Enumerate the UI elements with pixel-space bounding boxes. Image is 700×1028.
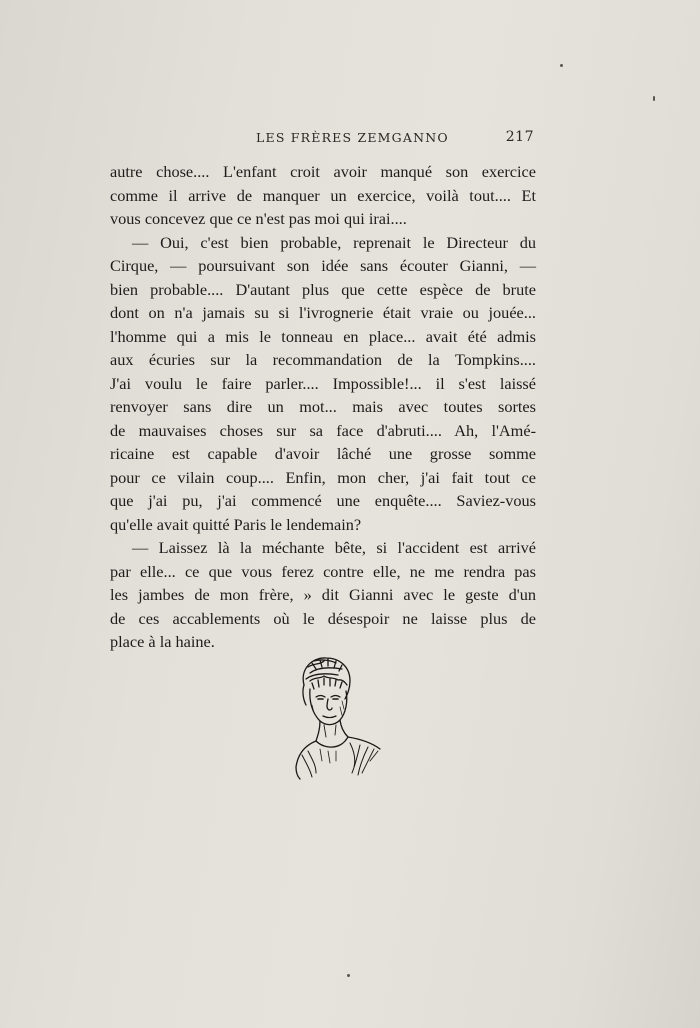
body-text [110,160,536,654]
text-line: place à la haine. [110,632,215,651]
text-line: dont on n'a jamais su si l'ivrognerie était vraie ou jouée... [110,303,536,322]
text-line: autre chose.... L'enfant croit avoir manqué son exercice [110,162,536,181]
text-line: par elle... ce que vous ferez contre elle, ne me rendra pas [110,561,536,581]
paper-speck [560,64,563,67]
text-line: Cirque, — poursuivant son idée sans écouter Gianni, — [110,256,536,275]
text-line: — Oui, c'est bien probable, reprenait le Directeur du [132,232,536,252]
running-title: LES FRÈRES ZEMGANNO [256,130,449,145]
page-number: 217 [505,129,534,145]
text-line: de ces accablements où le désespoir ne laisse plus de [110,608,536,628]
text-line: ricaine est capable d'avoir lâché une grosse somme [110,444,536,463]
paper-speck [347,974,350,977]
text-line: pour ce vilain coup.... Enfin, mon cher, j'ai fait tout ce [110,467,536,487]
text-line: comme il arrive de manquer un exercice, voilà tout.... Et [110,185,536,205]
text-line: J'ai voulu le faire parler.... Impossible!... il s'est laissé [110,373,536,393]
paper-speck [653,96,655,101]
text-line: renvoyer sans dire un mot... mais avec toutes sortes [110,397,536,416]
text-line: de mauvaises choses sur sa face d'abruti.... Ah, l'Amé- [110,420,536,440]
page-header [110,130,538,152]
text-line: aux écuries sur la recommandation de la Tompkins.... [110,350,536,369]
text-line: bien probable.... D'autant plus que cette espèce de brute [110,279,536,299]
text-line: vous concevez que ce n'est pas moi qui irai.... [110,209,407,228]
text-line: que j'ai pu, j'ai commencé une enquête.... Saviez-vous [110,491,536,510]
text-line: les jambes de mon frère, » dit Gianni avec le geste d'un [110,585,536,604]
text-line: — Laissez là la méchante bête, si l'accident est arrivé [132,538,536,557]
text-line: l'homme qui a mis le tonneau en place... avait été admis [110,326,536,346]
portrait-sketch-icon [290,655,386,781]
text-line: qu'elle avait quitté Paris le lendemain? [110,514,362,534]
